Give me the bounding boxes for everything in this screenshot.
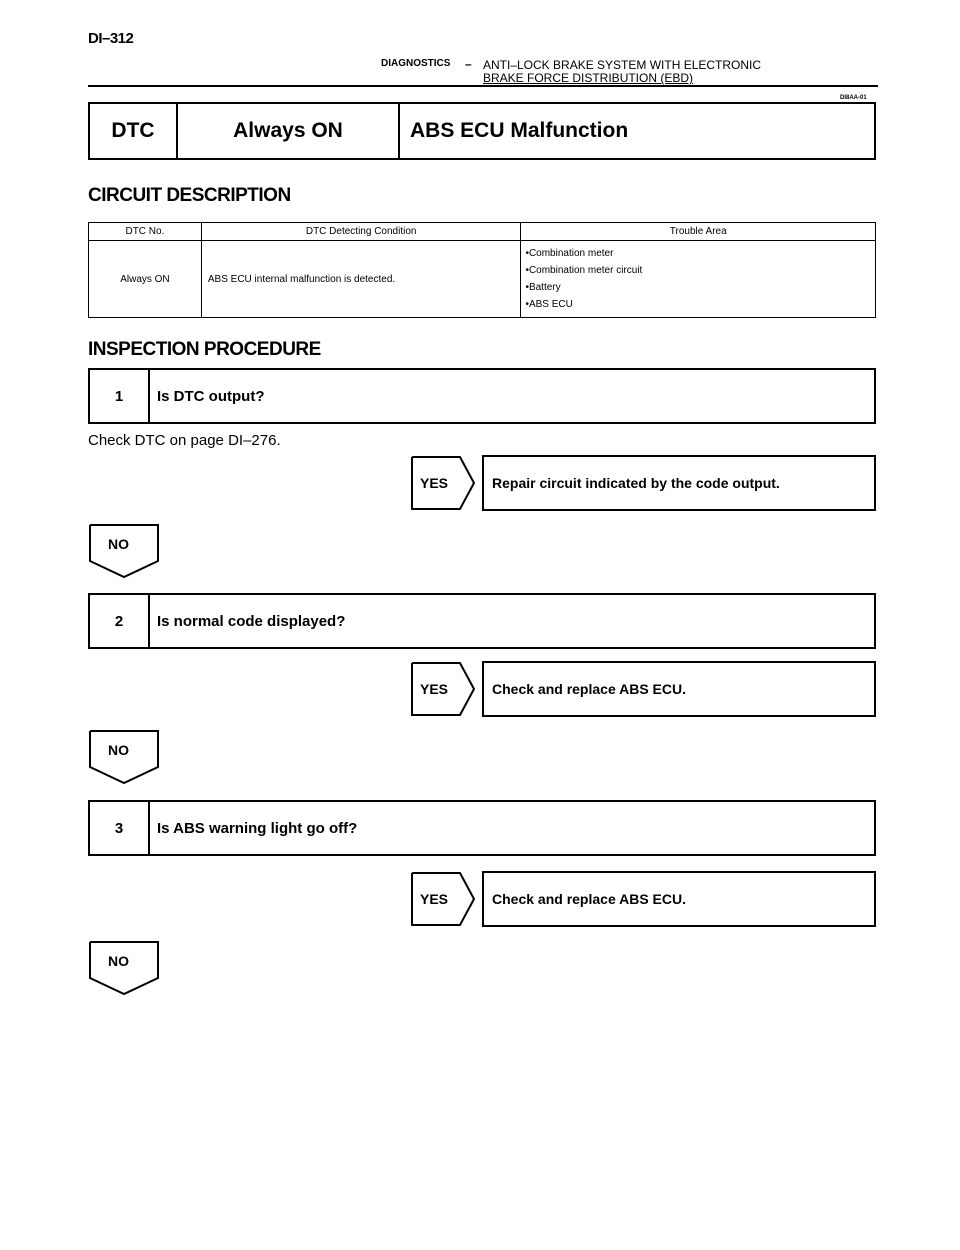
header-dash: – [465,57,472,71]
doc-code: DI8AA-01 [840,95,867,101]
yes-label: YES [420,891,449,907]
no-arrow-1 [88,523,160,579]
column-header: DTC Detecting Condition [201,223,521,241]
page-number: DI–312 [88,30,134,47]
dtc-code: Always ON [178,104,400,158]
header-rule [88,85,878,87]
header-title-line1: ANTI–LOCK BRAKE SYSTEM WITH ELECTRONIC [483,58,762,72]
no-arrow-3 [88,940,160,996]
trouble-area-cell [521,241,876,318]
step-question: Is ABS warning light go off? [157,819,358,837]
yes-arrow-3 [410,871,476,927]
step-1-yes-result: Repair circuit indicated by the code output. [482,455,876,511]
header-title-line2: BRAKE FORCE DISTRIBUTION (EBD) [483,71,694,85]
detecting-condition-cell: ABS ECU internal malfunction is detected. [201,241,521,318]
step-3-yes-result: Check and replace ABS ECU. [482,871,876,927]
trouble-area-item: •ABS ECU [525,299,573,310]
column-header: DTC No. [89,223,202,241]
dtc-label: DTC [90,104,178,158]
step-3-box [88,800,876,856]
table-header-row [89,223,876,241]
yes-label: YES [420,475,449,491]
header-section: DIAGNOSTICS [381,58,451,69]
step-number: 3 [90,802,150,854]
step-question: Is normal code displayed? [157,612,346,630]
no-arrow-2 [88,729,160,785]
inspection-procedure-title: INSPECTION PROCEDURE [88,339,321,360]
step-2-yes-result: Check and replace ABS ECU. [482,661,876,717]
trouble-area-item: •Combination meter circuit [525,265,643,276]
no-label: NO [108,953,129,969]
table-row [89,241,876,318]
step-question: Is DTC output? [157,387,265,405]
step-number: 1 [90,370,150,422]
step-1-box [88,368,876,424]
circuit-description-table [88,222,876,318]
dtc-no-cell: Always ON [89,241,202,318]
yes-arrow-2 [410,661,476,717]
column-header: Trouble Area [521,223,876,241]
yes-arrow-1 [410,455,476,511]
yes-label: YES [420,681,449,697]
trouble-area-item: •Combination meter [525,248,614,259]
trouble-area-item: •Battery [525,282,561,293]
step-number: 2 [90,595,150,647]
no-label: NO [108,742,129,758]
check-dtc-note: Check DTC on page DI–276. [88,432,281,449]
circuit-description-title: CIRCUIT DESCRIPTION [88,185,291,206]
dtc-title-box [88,102,876,160]
dtc-title: ABS ECU Malfunction [410,119,629,142]
no-label: NO [108,536,129,552]
step-2-box [88,593,876,649]
